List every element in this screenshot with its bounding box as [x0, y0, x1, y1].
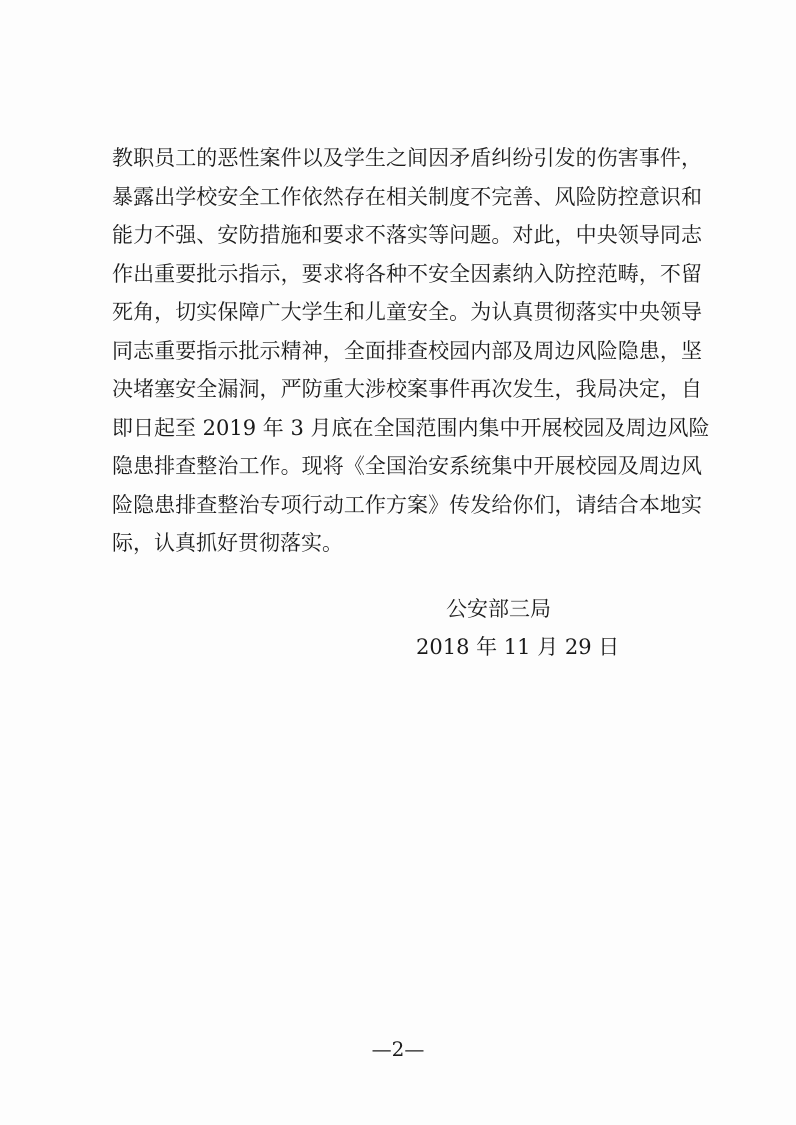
body-line-11: 际，认真抓好贯彻落实。: [112, 531, 343, 555]
body-line-8: 即日起至 2019 年 3 月底在全国范围内集中开展校园及周边风险: [112, 415, 710, 440]
body-line-1: 教职员工的恶性案件以及学生之间因矛盾纠纷引发的伤害事件，: [112, 146, 702, 170]
body-line-6: 同志重要指示批示精神，全面排查校园内部及周边风险隐患，坚: [112, 338, 702, 363]
page-number: —2—: [371, 1037, 425, 1061]
body-line-9: 隐患排查整治工作。现将《全国治安系统集中开展校园及周边风: [112, 454, 702, 478]
signature-organization: 公安部三局: [446, 597, 551, 621]
body-line-2: 暴露出学校安全工作依然存在相关制度不完善、风险防控意识和: [112, 184, 702, 209]
body-line-7: 决堵塞安全漏洞，严防重大涉校案事件再次发生，我局决定，自: [112, 377, 702, 401]
signature-date: 2018 年 11 月 29 日: [416, 635, 620, 659]
body-text: [112, 139, 710, 563]
body-line-10: 险隐患排查整治专项行动工作方案》传发给你们，请结合本地实: [112, 492, 702, 517]
body-line-3: 能力不强、安防措施和要求不落实等问题。对此，中央领导同志: [112, 223, 702, 247]
body-line-5: 死角，切实保障广大学生和儿童安全。为认真贯彻落实中央领导: [112, 300, 702, 324]
body-line-4: 作出重要批示指示，要求将各种不安全因素纳入防控范畴，不留: [112, 261, 702, 286]
